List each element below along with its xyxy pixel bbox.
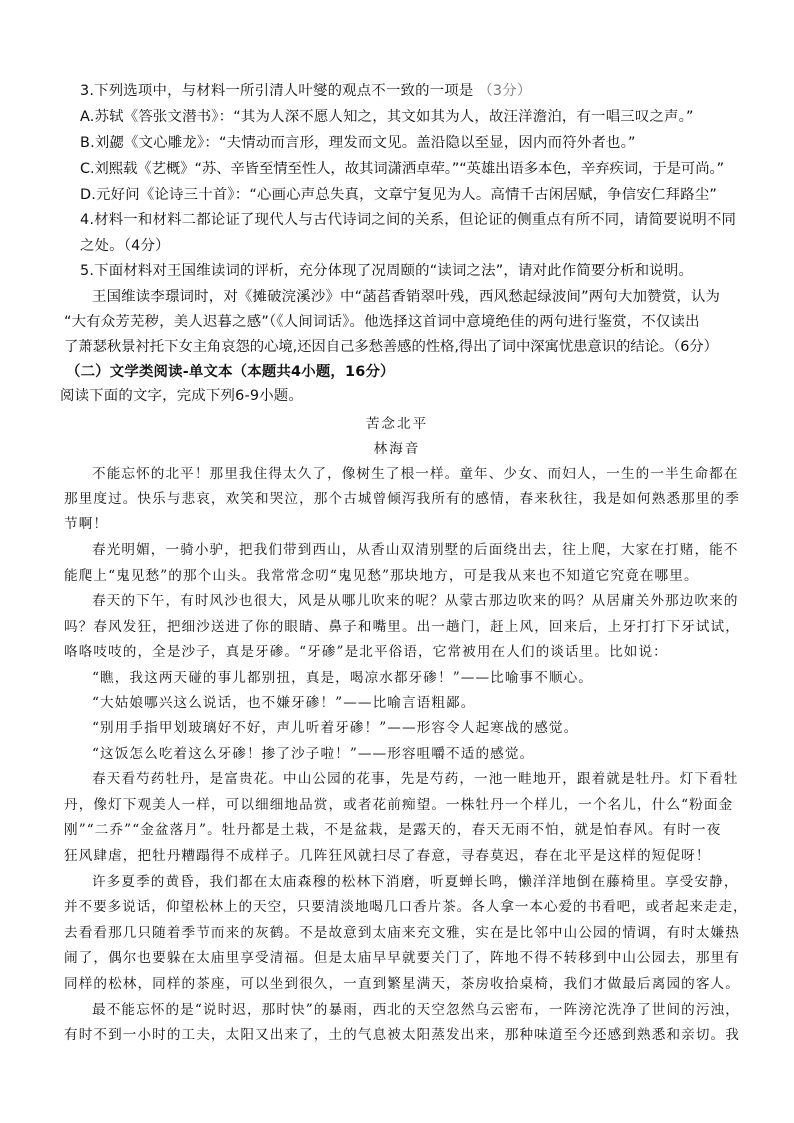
article-line: 许多夏季的黄昏，我们都在太庙森穆的松林下消磨，听夏蝉长鸣，懒洋洋地倒在藤椅里。享受安静， — [92, 874, 739, 890]
article-line: 并不要多说话，仰望松林上的天空，只要清淡地喝几口香片茶。各人拿一本心爱的书看吧，或者起来走走， — [64, 899, 748, 915]
question-4-line-2: 之处。（4分） — [80, 238, 170, 254]
question-3-option-c: C.刘熙载《艺概》“苏、辛皆至情至性人，故其词潇洒卓荦。”“英雄出语多本色，辛弃疾词，于是可尚。” — [80, 161, 724, 177]
article-line: 春光明媚，一骑小驴，把我们带到西山，从香山双清别墅的后面绕出去，往上爬，大家在打赌，能不 — [92, 542, 739, 558]
article-line: 丹，像灯下观美人一样，可以细细地品赏，或者花前痴望。一株牡丹一个样儿，一个名儿，什么“粉面金 — [64, 797, 734, 813]
question-3-text: 3.下列选项中，与材料一所引清人叶燮的观点不一致的一项是 — [80, 83, 474, 99]
article-title: 苦念北平 — [365, 416, 429, 432]
article-line: 不能忘怀的北平！那里我住得太久了，像树生了根一样。童年、少女、而妇人，一生的一半生命都在 — [92, 466, 739, 482]
article-line: 刚”“二乔”“金盆落月”。牡丹都是土栽，不是盆栽，是露天的，春天无雨不怕，就是怕春风。有时一夜 — [64, 822, 722, 838]
question-3-option-a: A.苏轼《答张文潜书》：“其为人深不愿人知之，其文如其为人，故汪洋澹泊，有一唱三叹之声。” — [80, 109, 694, 125]
article-line: “这饭怎么吃着这么牙碜！掺了沙子啦！”——形容咀嚼不适的感觉。 — [92, 746, 535, 762]
article-line: 有时不到一小时的工夫，太阳又出来了，土的气息被太阳蒸发出来，那种味道至今还感到熟悉和亲切。我 — [64, 1027, 740, 1043]
question-5-material-line-3: 了萧瑟秋景衬托下女主角哀怨的心境,还因自己多愁善感的性格,得出了词中深寓忧患意识的结论。（6分） — [64, 339, 718, 355]
article-line: “大姑娘哪兴这么说话，也不嫌牙碜！”——比喻言语粗鄙。 — [92, 695, 476, 711]
article-line: 能爬上“鬼见愁”的那个山头。我常常念叨“鬼见愁”那块地方，可是我从来也不知道它究竟在哪里。 — [64, 568, 699, 584]
section-heading: （二）文学类阅读-单文本（本题共4小题，16分） — [66, 364, 395, 380]
question-3-stem — [80, 81, 740, 101]
article-line: 同样的松林，同样的茶座，可以坐到很久，一直到繁星满天，茶房收拾桌椅，我们才做最后离园的客人。 — [64, 976, 740, 992]
article-line: 春天的下午，有时风沙也很大，风是从哪儿吹来的呢？从蒙古那边吹来的吗？从居庸关外那边吹来的 — [92, 593, 739, 609]
question-3-option-b: B.刘勰《文心雕龙》：“夫情动而言形，理发而文见。盖沿隐以至显，因内而符外者也。” — [80, 135, 636, 151]
article-line: 闹了，偶尔也要躲在太庙里享受清福。但是太庙早早就要关门了，阵地不得不转移到中山公园去，那里有 — [64, 950, 740, 966]
article-line: 狂风肆虐，把牡丹糟蹋得不成样子。几阵狂风就扫尽了春意，寻春莫迟，春在北平是这样的短促呀！ — [64, 848, 711, 864]
article-line: 节啊！ — [64, 516, 109, 532]
article-line: 去看看那几只随着季节而来的灰鹤。不是故意到太庙来充文雅，实在是比邻中山公园的情调，有时太嫌热 — [64, 925, 740, 941]
question-5-material-line-1: 王国维读李璟词时，对《摊破浣溪沙》中“菡萏香销翠叶残，西风愁起绿波间”两句大加赞赏，认为 — [92, 289, 721, 305]
article-line: 最不能忘怀的是“说时迟，那时快”的暴雨，西北的天空忽然乌云密布，一阵滂沱洗净了世间的污浊， — [92, 1002, 740, 1018]
question-3-points: （3分） — [478, 83, 532, 99]
question-3-option-d: D.元好问《论诗三十首》：“心画心声总失真，文章宁复见为人。高情千古闲居赋，争信安仁拜路尘” — [80, 187, 717, 203]
article-line: 吗？春风发狂，把细沙送进了你的眼睛、鼻子和嘴里。出一趟门，赶上风，回来后，上牙打打下牙试试， — [64, 619, 740, 635]
article-line: “别用手指甲划玻璃好不好，声儿听着牙碜！”——形容令人起寒战的感觉。 — [92, 720, 579, 736]
article-line: 那里度过。快乐与悲哀，欢笑和哭泣，那个古城曾倾泻我所有的感情，春来秋往，我是如何熟悉那里的季 — [64, 491, 740, 507]
question-5-stem: 5.下面材料对王国维读词的评析，充分体现了况周颐的“读词之法”，请对此作简要分析和说明。 — [80, 263, 694, 279]
section-instruction: 阅读下面的文字，完成下列6-9小题。 — [60, 388, 303, 404]
article-line: 春天看芍药牡丹，是富贵花。中山公园的花事，先是芍药，一池一畦地开，跟着就是牡丹。灯下看牡 — [92, 771, 739, 787]
article-author: 林海音 — [373, 441, 421, 457]
question-5-material-line-2: “大有众芳芜秽，美人迟暮之感”（《人间词话》。他选择这首词中意境绝佳的两句进行鉴赏，不仅读出 — [64, 314, 700, 330]
article-line: 咯咯吱吱的，全是沙子，真是牙碜。“牙碜”是北平俗语，它常被用在人们的谈话里。比如说： — [64, 644, 668, 660]
article-line: “瞧，我这两天碰的事儿都别扭，真是，喝凉水都牙碜！”——比喻事不顺心。 — [92, 670, 593, 686]
question-4-line-1: 4.材料一和材料二都论证了现代人与古代诗词之间的关系，但论证的侧重点有所不同，请简要说明不同 — [80, 212, 737, 228]
